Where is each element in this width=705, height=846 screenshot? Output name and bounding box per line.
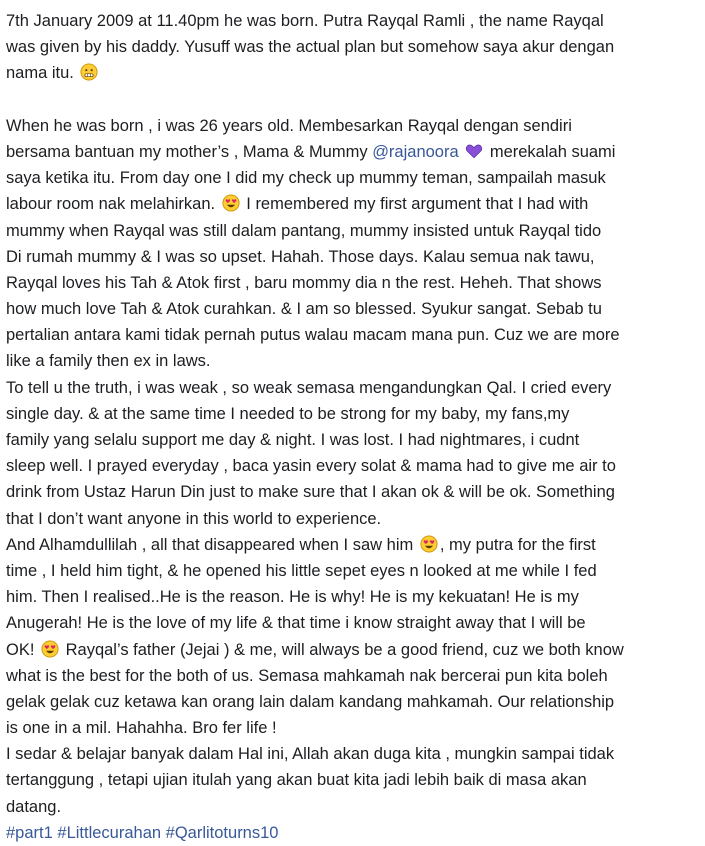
post-text-line: [6, 427, 705, 453]
post-text-line: [6, 401, 705, 427]
mention-link[interactable]: @rajanoora: [372, 142, 459, 161]
post-text-line: [6, 794, 705, 820]
post-text: family yang selalu support me day & night. I was lost. I had nightmares, i cudnt: [6, 431, 580, 449]
post-text-line: [6, 767, 705, 793]
post-text-line: [6, 296, 705, 322]
post-text: like a family then ex in laws.: [6, 352, 211, 371]
post-text-line: [6, 663, 705, 689]
post-text-line: [6, 689, 705, 715]
post-text: [459, 143, 464, 161]
post-text: Rayqal’s father (Jejai ) & me, will always be a good friend, cuz we both know: [61, 640, 624, 659]
post-text: mummy when Rayqal was still dalam pantang, mummy insisted untuk Rayqal tido: [6, 221, 602, 240]
post-text-line: [6, 610, 705, 636]
post-text-line: [6, 715, 705, 741]
post-text-line: [6, 60, 705, 86]
post-text-line: [6, 506, 705, 532]
post-text: I sedar & belajar banyak dalam Hal ini, Allah akan duga kita , mungkin sampai tidak: [6, 745, 615, 764]
hashtag-link[interactable]: #Littlecurahan: [57, 823, 162, 842]
post-text-line: [6, 244, 705, 270]
post-text: Rayqal loves his Tah & Atok first , baru mommy dia n the rest. Heheh. That shows: [6, 273, 602, 292]
post-text-line: [6, 375, 705, 401]
post-text: And Alhamdullilah , all that disappeared when I saw him: [6, 535, 418, 554]
post-text-line: [6, 637, 705, 663]
post-text: is one in a mil. Hahahha. Bro fer life !: [6, 719, 277, 738]
post-text-line: [6, 165, 705, 191]
post-text-line: [6, 820, 705, 846]
heart-eyes-emoji: [41, 640, 59, 658]
post-text-line: [6, 191, 705, 217]
post-text: him. Then I realised..He is the reason. He is why! He is my kekuatan! He is my: [6, 588, 579, 607]
grimace-emoji: [80, 63, 98, 81]
purple-heart-emoji: [465, 142, 483, 160]
post-text: tertanggung , tetapi ujian itulah yang akan buat kita jadi lebih baik di masa akan: [6, 771, 587, 790]
post-text-line: [6, 139, 705, 165]
post-text: Anugerah! He is the love of my life & that time i know straight away that I will be: [6, 614, 586, 633]
post-text: time , I held him tight, & he opened his little sepet eyes n looked at me while I fed: [6, 561, 597, 580]
post-text: pertalian antara kami tidak pernah putus walau macam mana pun. Cuz we are more: [6, 326, 620, 345]
post-text: single day. & at the same time I needed to be strong for my baby, my fans,my: [6, 404, 570, 423]
post-text: merekalah suami: [485, 142, 616, 161]
post-text: bersama bantuan my mother’s , Mama & Mummy: [6, 142, 373, 161]
post-text-line: [6, 532, 705, 558]
post-text-line: [6, 558, 705, 584]
post-text: nama itu.: [6, 64, 79, 83]
post-text-line: [6, 584, 705, 610]
hashtag-link[interactable]: #Qarlitoturns10: [165, 823, 279, 842]
post-text-line: [6, 218, 705, 244]
post-text: labour room nak melahirkan.: [6, 195, 220, 214]
post-text-line: [6, 348, 705, 374]
post-text: was given by his daddy. Yusuff was the actual plan but somehow saya akur dengan: [6, 38, 615, 57]
post-text: Di rumah mummy & I was so upset. Hahah. Those days. Kalau semua nak tawu,: [6, 247, 595, 266]
post-text: sleep well. I prayed everyday , baca yasin every solat & mama had to give me air to: [6, 457, 616, 476]
post-text: When he was born , i was 26 years old. Membesarkan Rayqal dengan sendiri: [6, 116, 572, 135]
post-text-line: [6, 113, 705, 139]
post-text: , my putra for the first: [439, 535, 596, 554]
post-text: datang.: [6, 797, 62, 816]
post-text: what is the best for the both of us. Semasa mahkamah nak bercerai pun kita boleh: [6, 666, 608, 685]
post-text-line: [6, 741, 705, 767]
paragraph-break: [6, 87, 705, 113]
post-text: how much love Tah & Atok curahkan. & I am so blessed. Syukur sangat. Sebab tu: [6, 300, 602, 319]
heart-eyes-emoji: [420, 535, 438, 553]
post-text: OK!: [6, 640, 40, 659]
post-text-line: [6, 34, 705, 60]
post-text: saya ketika itu. From day one I did my check up mummy teman, sampailah masuk: [6, 169, 606, 188]
heart-eyes-emoji: [222, 194, 240, 212]
post-text: To tell u the truth, i was weak , so weak semasa mengandungkan Qal. I cried every: [6, 378, 612, 397]
post-text-line: [6, 479, 705, 505]
post-text: drink from Ustaz Harun Din just to make sure that I akan ok & will be ok. Something: [6, 483, 615, 502]
post-text: 7th January 2009 at 11.40pm he was born. Putra Rayqal Ramli , the name Rayqal: [6, 12, 604, 30]
post-text-line: [6, 8, 705, 34]
post-text-line: [6, 322, 705, 348]
post-text-line: [6, 270, 705, 296]
post-text-line: [6, 453, 705, 479]
post-text: that I don’t want anyone in this world to experience.: [6, 509, 382, 528]
hashtag-link[interactable]: #part1: [6, 823, 53, 842]
post-text: I remembered my first argument that I had with: [241, 195, 589, 214]
post-text: gelak gelak cuz ketawa kan orang lain dalam kandang mahkamah. Our relationship: [6, 692, 615, 711]
